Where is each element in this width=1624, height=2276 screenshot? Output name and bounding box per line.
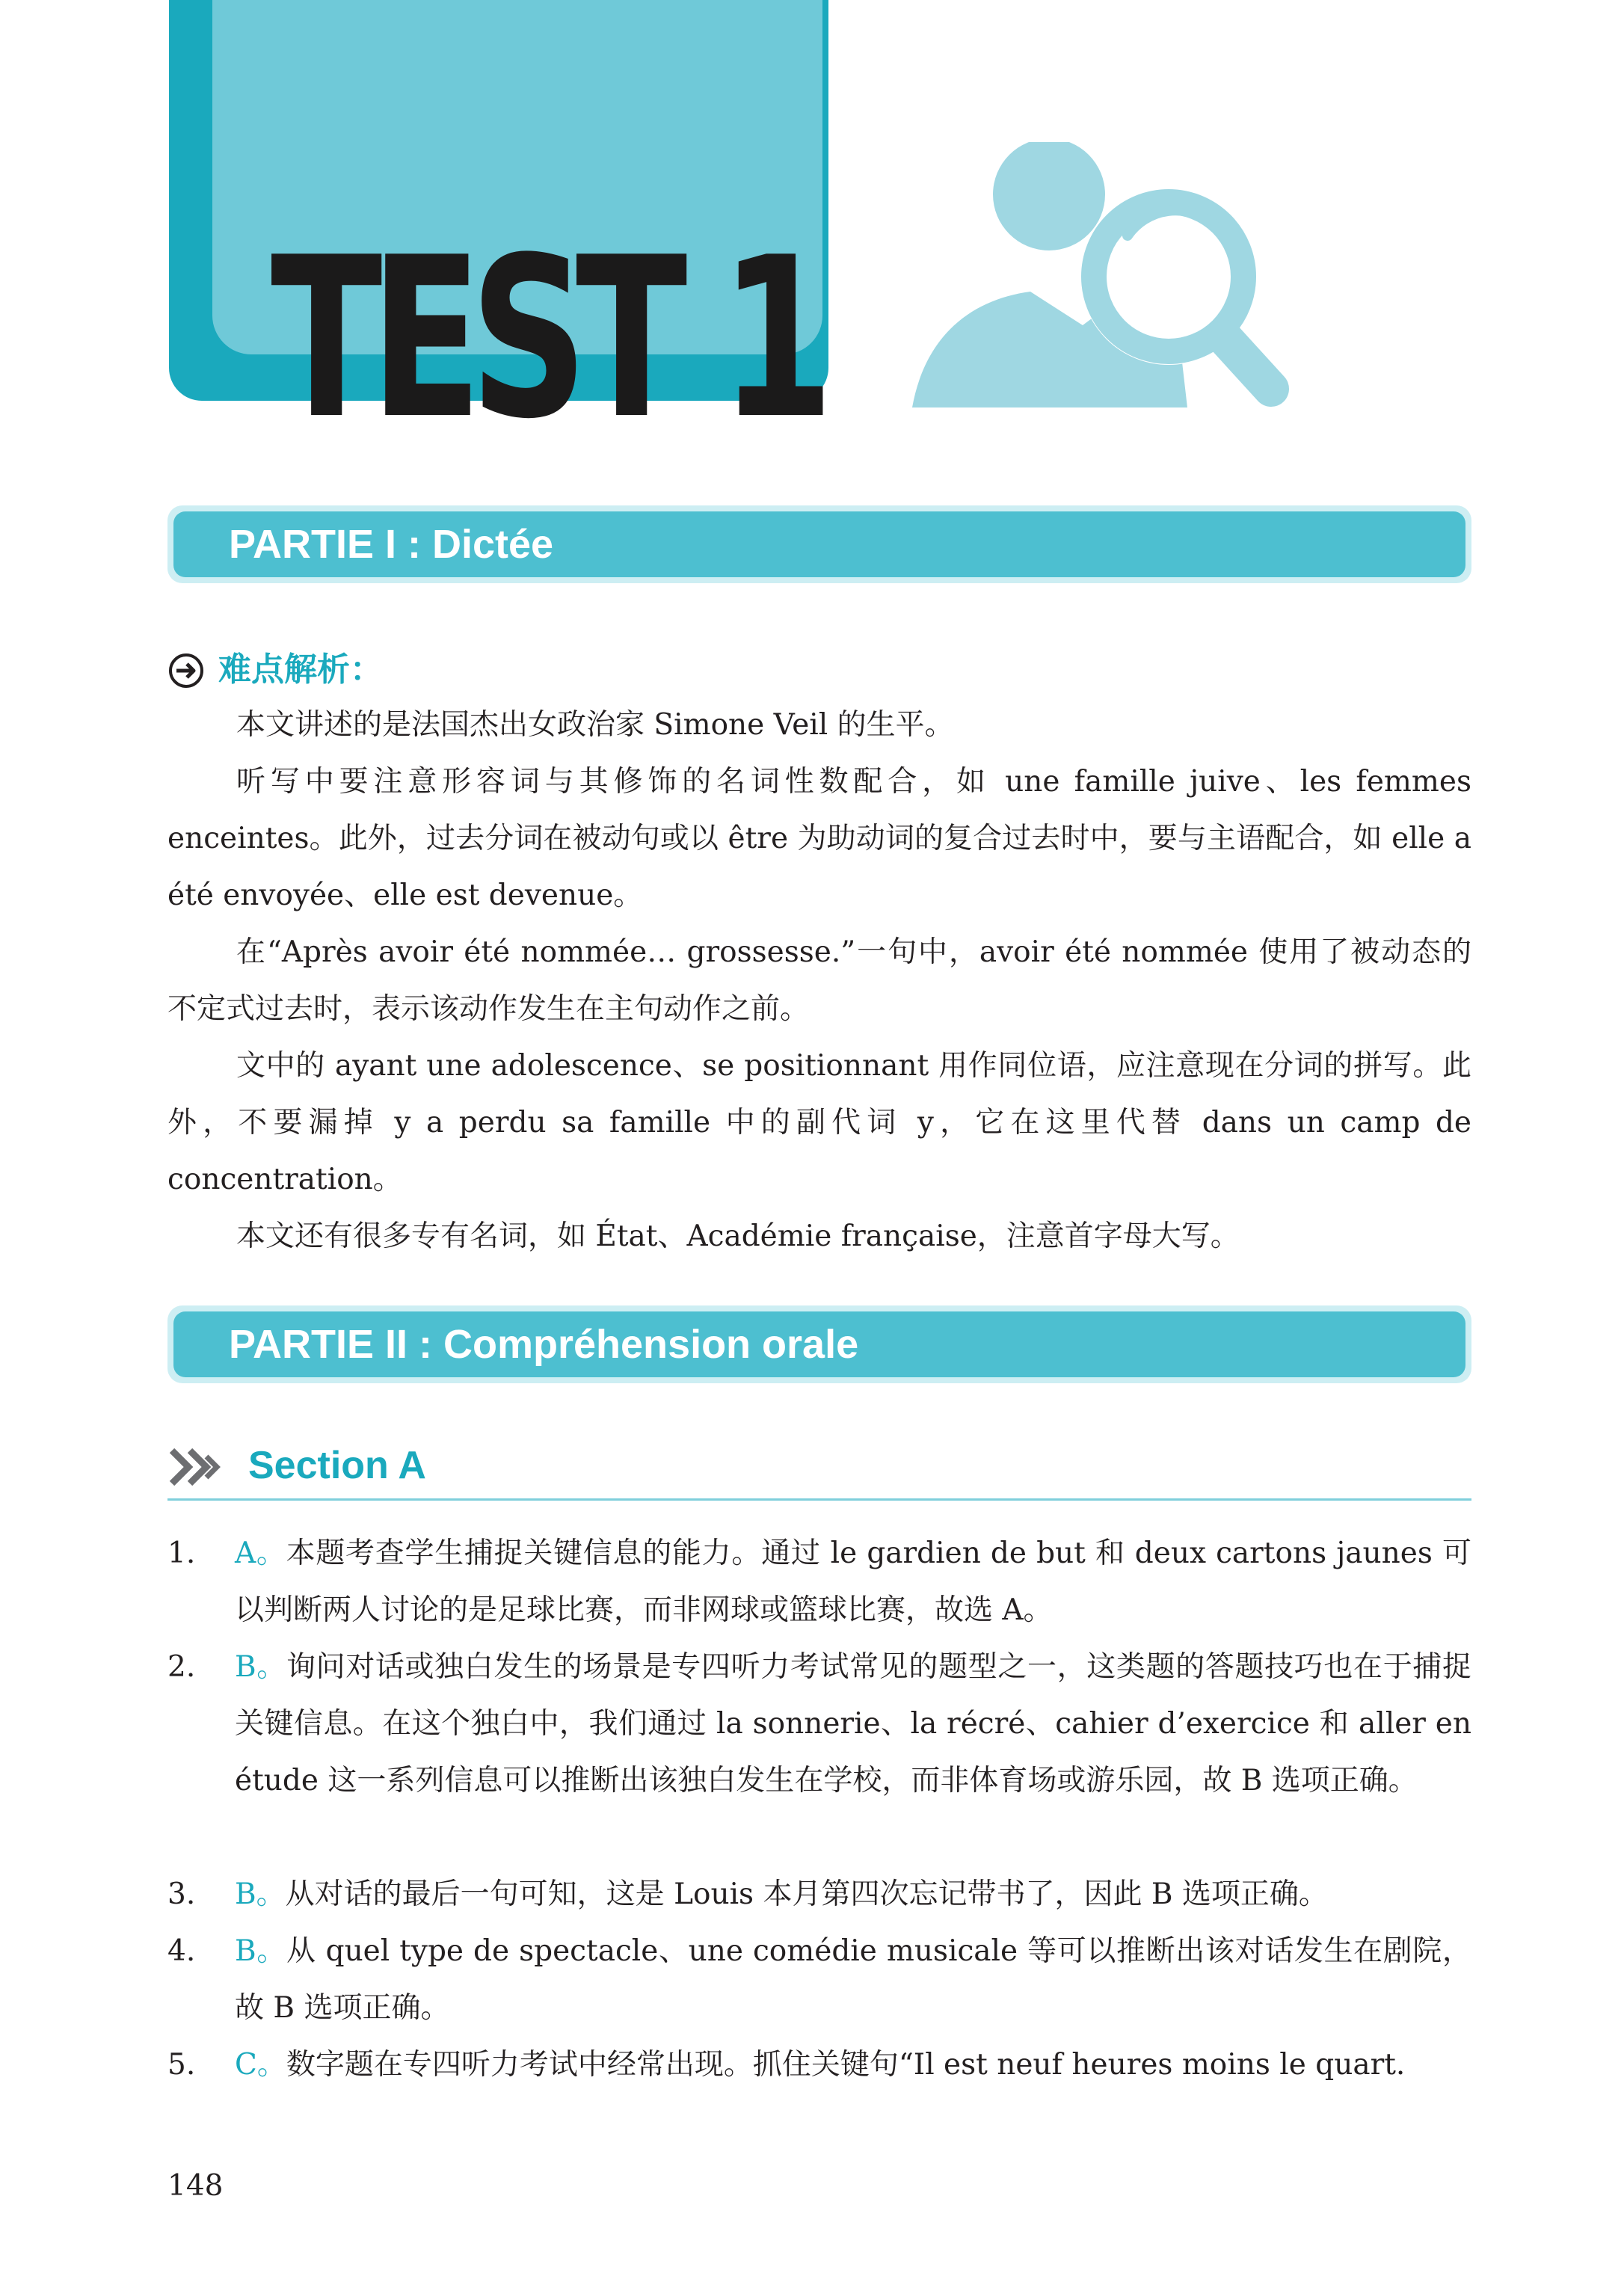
dictee-paragraph-2: 听写中要注意形容词与其修饰的名词性数配合，如 une famille juive、les femmes enceintes。此外，过去分词在被动句或以 être 为助动词的复合过去时中，要与主语配合，如 elle a été envoyée、elle est devenue。 — [167, 765, 1471, 912]
question-number: 1. — [167, 1537, 196, 1570]
question-explanation: 数字题在专四听力考试中经常出现。抓住关键句“Il est neuf heures moins le quart. — [286, 2048, 1406, 2082]
question-item-2 — [167, 1639, 1471, 1809]
question-explanation: 从对话的最后一句可知，这是 Louis 本月第四次忘记带书了，因此 B 选项正确。 — [285, 1877, 1328, 1911]
partie-2-bar — [167, 1305, 1471, 1383]
question-number: 3. — [167, 1877, 196, 1911]
question-item-5 — [167, 2037, 1471, 2094]
question-item-3 — [167, 1866, 1471, 1923]
question-number: 4. — [167, 1934, 196, 1968]
question-item-1 — [167, 1525, 1471, 1639]
answer-letter: B。 — [235, 1877, 286, 1911]
answer-letter: A。 — [235, 1537, 286, 1570]
dictee-paragraph-1: 本文讲述的是法国杰出女政治家 Simone Veil 的生平。 — [236, 708, 954, 742]
partie-1-title: PARTIE I : Dictée — [229, 522, 554, 567]
dictee-paragraph-3: 在“Après avoir été nommée… grossesse.”一句中，avoir été nommée 使用了被动态的不定式过去时，表示该动作发生在主句动作之前。 — [167, 935, 1471, 1026]
double-chevron-icon — [167, 1445, 224, 1489]
arrow-right-circle-icon — [167, 652, 205, 689]
partie-2-title: PARTIE II : Compréhension orale — [229, 1322, 859, 1367]
section-a-title: Section A — [248, 1444, 426, 1487]
dictee-paragraph-5: 本文还有很多专有名词，如 État、Académie française，注意首字母大写。 — [236, 1219, 1240, 1253]
answer-letter: B。 — [235, 1650, 286, 1684]
dictee-paragraph-4: 文中的 ayant une adolescence、se positionnant 用作同位语，应注意现在分词的拼写。此外，不要漏掉 y a perdu sa famille 中的副代词 y，它在这里代替 dans un camp de concentration。 — [167, 1049, 1471, 1196]
user-search-icon — [903, 142, 1292, 411]
answer-letter: B。 — [235, 1934, 286, 1968]
page-title: TEST 1 — [271, 209, 822, 467]
question-number: 5. — [167, 2048, 196, 2082]
question-explanation: 询问对话或独白发生的场景是专四听力考试常见的题型之一，这类题的答题技巧也在于捕捉关键信息。在这个独白中，我们通过 la sonnerie、la récré、cahier d’exercice 和 aller en étude 这一系列信息可以推断出该独白发生在学校，而非体育场或游乐园，故 B 选项正确。 — [235, 1650, 1471, 1797]
section-divider — [167, 1498, 1471, 1501]
question-item-4 — [167, 1923, 1471, 2037]
question-number: 2. — [167, 1650, 196, 1684]
analysis-heading: 难点解析： — [218, 650, 383, 689]
partie-1-bar — [167, 505, 1471, 583]
page-number: 148 — [167, 2169, 224, 2203]
question-explanation: 本题考查学生捕捉关键信息的能力。通过 le gardien de but 和 deux cartons jaunes 可以判断两人讨论的是足球比赛，而非网球或篮球比赛，故选 A。 — [235, 1537, 1471, 1627]
question-explanation: 从 quel type de spectacle、une comédie musicale 等可以推断出该对话发生在剧院，故 B 选项正确。 — [235, 1934, 1471, 2025]
answer-letter: C。 — [235, 2048, 286, 2082]
